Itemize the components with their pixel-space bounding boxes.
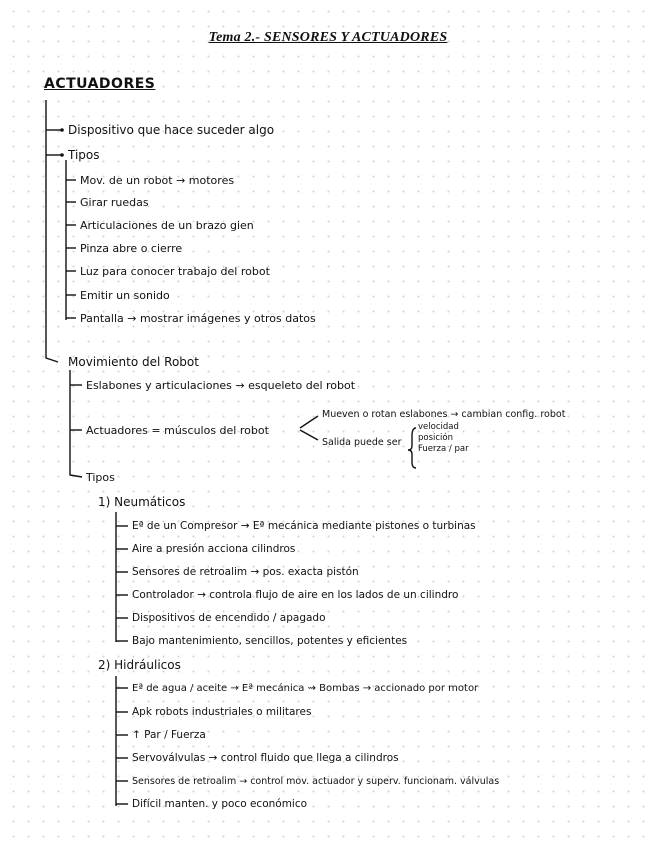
section-heading: ACTUADORES	[44, 76, 156, 92]
list-item: Mov. de un robot → motores	[80, 174, 235, 187]
list-item: Girar ruedas	[80, 196, 149, 209]
list-item: Pinza abre o cierre	[80, 242, 183, 255]
list-item: Movimiento del Robot	[68, 355, 199, 369]
list-item: Dispositivos de encendido / apagado	[132, 612, 326, 624]
list-item: Bajo mantenimiento, sencillos, potentes y eficientes	[132, 635, 408, 647]
list-item: Articulaciones de un brazo gien	[80, 219, 254, 232]
list-item: Emitir un sonido	[80, 289, 170, 302]
list-item: Controlador → controla flujo de aire en los lados de un cilindro	[132, 589, 459, 601]
list-item: Eª de agua / aceite → Eª mecánica ⇝ Bombas → accionado por motor	[132, 683, 479, 694]
list-item: Tipos	[68, 148, 100, 162]
list-item: Salida puede ser	[322, 437, 402, 448]
subsection-heading: 1) Neumáticos	[98, 495, 186, 509]
subsection-heading: 2) Hidráulicos	[98, 658, 181, 672]
list-item: Sensores de retroalim → control mov. actuador y superv. funcionam. válvulas	[132, 776, 500, 787]
list-item: Difícil manten. y poco económico	[132, 798, 308, 810]
list-item: posición	[418, 433, 454, 443]
list-item: Luz para conocer trabajo del robot	[80, 265, 270, 278]
list-item: Fuerza / par	[418, 444, 469, 454]
list-item: Eª de un Compresor → Eª mecánica mediante pistones o turbinas	[132, 520, 476, 532]
list-item: Pantalla → mostrar imágenes y otros datos	[80, 312, 316, 325]
list-item: Actuadores = músculos del robot	[86, 424, 269, 437]
page-title: Tema 2.- SENSORES Y ACTUADORES	[208, 30, 448, 45]
list-item: ↑ Par / Fuerza	[132, 729, 206, 741]
list-item: Dispositivo que hace suceder algo	[68, 123, 275, 137]
list-item: Sensores de retroalim → pos. exacta pistón	[132, 566, 359, 578]
list-item: Tipos	[86, 471, 115, 484]
list-item: Aire a presión acciona cilindros	[132, 543, 296, 555]
list-item: velocidad	[418, 422, 459, 432]
list-item: Apk robots industriales o militares	[132, 706, 312, 718]
list-item: Servoválvulas → control fluido que llega a cilindros	[132, 752, 399, 764]
list-item: Eslabones y articulaciones → esqueleto del robot	[86, 379, 356, 392]
list-item: Mueven o rotan eslabones → cambian config. robot	[322, 409, 566, 420]
